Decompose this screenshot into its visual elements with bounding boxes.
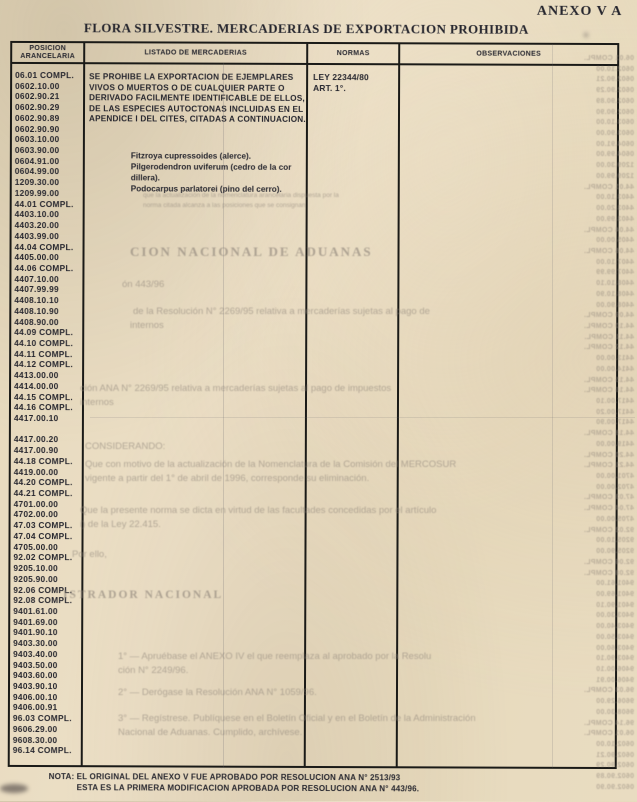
header-posicion-line2: ARANCELARIA	[20, 52, 76, 60]
note-line2: ESTA ES LA PRIMERA MODIFICACION APROBADA POR RESOLUCION ANA N° 443/96.	[76, 783, 420, 794]
species-line: Pilgerodendron uviferum (cedro de la cor	[130, 162, 292, 172]
header-observaciones-label: OBSERVACIONES	[476, 50, 542, 58]
ghost-vertical-rule	[223, 63, 224, 768]
paragraph-line: DE LAS ESPECIES AUTOCTONAS INCLUIDAS EN EL	[89, 103, 304, 114]
bleedthrough-code: 4405.00.00	[595, 237, 634, 245]
bleedthrough-code: 4407.99.99	[595, 269, 634, 277]
bleedthrough-code: 9403.30.00	[595, 612, 634, 620]
position-code: 9401.61.00	[13, 605, 58, 617]
paragraph-line: DERIVADO FACILMENTE IDENTIFICABLE DE ELLOS,	[89, 93, 305, 104]
position-code: 4403.99.00	[14, 230, 60, 241]
paragraph-line: APENDICE I DEL CITES, CITADAS A CONTINUACION.	[88, 114, 306, 125]
position-code: 9406.00.91	[12, 702, 58, 713]
position-code: 4417.00.10	[13, 412, 59, 424]
position-code: 4705.00.00	[13, 541, 59, 552]
bleedthrough-text: Por ello,	[72, 549, 107, 560]
position-code: 44.16 COMPL.	[13, 402, 73, 413]
bleedthrough-code: 44.18 COMPL.	[583, 430, 634, 438]
position-code: 44.04 COMPL.	[14, 241, 74, 252]
bleedthrough-code: 4408.90.00	[595, 301, 634, 309]
position-code: 4413.00.00	[14, 370, 59, 381]
bleedthrough-text: ón 443/96	[122, 279, 165, 290]
bleedthrough-code: 47.03 COMPL.	[583, 494, 634, 502]
bleedthrough-text: Nacional de Aduanas. Cumplido, archívese.	[118, 727, 303, 738]
bleedthrough-code: 44.06 COMPL.	[583, 247, 634, 255]
position-code: 96.14 COMPL.	[12, 745, 72, 756]
bleedthrough-code: 0602.90.29	[595, 87, 634, 95]
position-code: 92.02 COMPL.	[13, 552, 73, 563]
note-label: NOTA:	[48, 772, 75, 782]
page-title: FLORA SILVESTRE. MERCADERIAS DE EXPORTACION PROHIBIDA	[83, 20, 529, 37]
position-code: 9401.90.10	[13, 627, 58, 638]
bleedthrough-code: 9403.40.00	[595, 623, 634, 631]
bleedthrough-code: 44.09 COMPL.	[583, 312, 634, 320]
annex-label: ANEXO V A	[536, 3, 623, 20]
position-code: 4408.90.00	[14, 316, 59, 327]
position-code: 1209.99.00	[14, 187, 60, 199]
bleedthrough-code: 9403.60.00	[595, 644, 634, 652]
bleedthrough-code: 9403.90.10	[595, 655, 634, 663]
bleedthrough-text: Que con motivo de la actualización de la Nomenclatura de la Comisión del MERCOSUR	[85, 459, 457, 470]
bleedthrough-code: 4403.10.00	[595, 194, 634, 202]
position-code: 4407.10.00	[14, 273, 59, 284]
bleedthrough-code: 4403.99.00	[595, 215, 634, 223]
position-code: 4417.00.20	[13, 434, 59, 445]
position-code: 4405.00.00	[14, 252, 60, 263]
bleedthrough-code: 9406.00.91	[595, 676, 634, 684]
position-code: 47.03 COMPL.	[13, 520, 73, 531]
scan-smudge	[584, 33, 588, 37]
position-code: 44.20 COMPL.	[13, 477, 73, 488]
bleedthrough-text: de la Resolución N° 2269/95 relativa a mercaderías sujetas al pago de	[133, 306, 430, 317]
position-code: 4408.10.90	[14, 305, 59, 316]
bleedthrough-code: 96.03 COMPL.	[583, 687, 634, 695]
position-code: 9608.30.00	[12, 734, 58, 745]
bleedthrough-code: 0602.90.21	[595, 76, 634, 84]
bleedthrough-code: 44.10 COMPL.	[583, 322, 634, 330]
position-code: 4408.10.10	[14, 295, 59, 306]
position-code: 0603.10.00	[14, 134, 60, 145]
bleedthrough-code: 4408.10.10	[595, 280, 634, 288]
bleedthrough-code: 4414.00.00	[595, 365, 634, 373]
bleedthrough-code: 96.14 COMPL.	[583, 719, 634, 727]
position-code: 44.18 COMPL.	[13, 455, 73, 467]
bleedthrough-code: 92.02 COMPL.	[583, 526, 634, 534]
position-code: 06.01 COMPL.	[15, 69, 75, 81]
position-code: 4419.00.00	[13, 466, 59, 477]
bleedthrough-code: 4403.20.00	[595, 205, 634, 213]
bleedthrough-text: vigente a partir del 1° de abril de 1996, corresponde su eliminación.	[85, 473, 370, 484]
bleedthrough-text: norma citada alcanza a las posiciones que se consignan	[143, 202, 306, 209]
position-code: 9205.10.00	[13, 562, 58, 574]
position-code: 44.09 COMPL.	[14, 327, 74, 338]
bleedthrough-text: ción ANA N° 2269/95 relativa a mercaderías sujetas al pago de impuestos	[80, 383, 392, 394]
bleedthrough-code: 44.15 COMPL.	[583, 376, 634, 384]
position-code: 92.08 COMPL.	[13, 595, 73, 606]
position-code: 9403.40.00	[13, 648, 58, 659]
bleedthrough-code: 1209.30.00	[595, 162, 634, 170]
bleedthrough-code: 4407.10.00	[595, 258, 634, 266]
position-code: 9406.00.10	[12, 691, 58, 702]
ghost-horizontal-rule	[90, 417, 635, 418]
position-code: 9403.60.00	[13, 670, 58, 681]
position-code: 0604.91.00	[14, 155, 60, 166]
bleedthrough-code: 4408.10.90	[595, 290, 634, 298]
position-code: 44.10 COMPL.	[14, 337, 74, 349]
bleedthrough-code: 9606.29.00	[595, 698, 634, 706]
header-listado-label: LISTADO DE MERCADERIAS	[144, 48, 247, 57]
bleedthrough-text: que la actualización de la nomenclatura arancelaria dispuesta por la	[143, 192, 339, 199]
position-code: 47.04 COMPL.	[13, 530, 73, 542]
position-code: 92.06 COMPL.	[13, 584, 73, 595]
paragraph-line: VIVOS O MUERTOS O DE CUALQUIER PARTE O	[89, 82, 285, 93]
bleedthrough-text: 1° — Apruébase el ANEXO IV el que reemplaza al aprobado por la Resolu	[118, 651, 432, 662]
position-code: 4403.10.00	[14, 209, 60, 220]
bleedthrough-code: 1209.99.00	[595, 172, 634, 180]
bleedthrough-code: 0603.90.00	[595, 130, 634, 138]
bleedthrough-code: 0602.90.21	[595, 751, 634, 759]
position-code: 44.11 COMPL.	[14, 348, 73, 359]
bleedthrough-code: 44.20 COMPL.	[583, 451, 634, 459]
bleedthrough-text: ción N° 2249/96.	[118, 665, 189, 676]
position-code: 1209.30.00	[14, 177, 60, 188]
bleedthrough-code: 9401.69.00	[595, 590, 634, 598]
bleedthrough-code: 4417.00.90	[595, 419, 634, 427]
bleedthrough-text: 2° — Derógase la Resolución ANA N° 1059/96.	[118, 687, 317, 698]
position-code: 4702.00.00	[13, 509, 59, 520]
bleedthrough-text: internos	[130, 320, 164, 331]
bleedthrough-code: 0602.90.90	[595, 783, 634, 791]
bleedthrough-code: 44.01 COMPL.	[583, 183, 634, 191]
position-code: 44.15 COMPL.	[13, 391, 73, 402]
bleedthrough-code: 0602.10.00	[595, 65, 634, 73]
bleedthrough-code: 0603.10.00	[595, 119, 634, 127]
position-code: 4417.00.90	[13, 445, 59, 456]
bleedthrough-code: 47.04 COMPL.	[583, 505, 634, 513]
position-code: 96.03 COMPL.	[12, 713, 72, 724]
bleedthrough-code: 44.04 COMPL.	[583, 226, 634, 234]
bleedthrough-code: 4701.00.00	[595, 473, 634, 481]
bleedthrough-code: 44.12 COMPL.	[583, 344, 634, 352]
bleedthrough-code: 9406.00.10	[595, 665, 634, 673]
bleedthrough-text: ISTRADOR NACIONAL	[63, 589, 224, 601]
header-posicion-line1: POSICION	[29, 44, 67, 52]
norma-line: ART. 1°.	[313, 82, 346, 94]
bleedthrough-code: 4705.00.00	[595, 515, 634, 523]
bleedthrough-code: 0602.90.89	[595, 773, 634, 781]
species-line: Podocarpus parlatorei (pino del cerro).	[130, 184, 282, 194]
bleedthrough-text: CION NACIONAL DE ADUANAS	[130, 244, 373, 259]
bleedthrough-code: 9401.90.10	[595, 601, 634, 609]
position-code: 9403.30.00	[13, 638, 58, 649]
bleedthrough-code: 4417.00.20	[595, 408, 634, 416]
bleedthrough-text: Que la presente norma se dicta en virtud de las facultades concedidas por el artículo	[80, 505, 437, 516]
bleedthrough-code: 9608.30.00	[595, 708, 634, 716]
position-code: 44.06 COMPL.	[14, 262, 74, 274]
position-code: 44.21 COMPL.	[13, 487, 73, 499]
position-code: 0602.10.00	[15, 80, 60, 91]
bleedthrough-code: 9403.50.00	[595, 633, 634, 641]
bleedthrough-code: 0602.10.00	[595, 741, 634, 748]
bleedthrough-code: 06.01 COMPL.	[583, 730, 634, 738]
header-normas-label: NORMAS	[336, 49, 370, 57]
bleedthrough-code: 9401.61.00	[595, 580, 634, 588]
position-code: 0602.90.89	[14, 112, 60, 123]
paragraph-line: SE PROHIBE LA EXPORTACION DE EJEMPLARES	[89, 72, 294, 82]
position-code: 0602.90.29	[15, 102, 60, 113]
ghost-vertical-rule	[552, 44, 553, 768]
position-code: 0602.90.21	[15, 91, 60, 102]
bleedthrough-code: 4702.00.00	[595, 483, 634, 491]
position-code: 4403.20.00	[14, 220, 60, 231]
position-code: 9403.90.10	[12, 680, 58, 692]
position-code: 9205.90.00	[13, 573, 58, 584]
bleedthrough-code: 0602.90.29	[595, 762, 634, 770]
bleedthrough-text: i) de la Ley 22.415.	[80, 519, 161, 530]
bleedthrough-code: 0604.99.00	[595, 151, 634, 159]
position-code: 4407.99.99	[14, 284, 59, 295]
note-line1: EL ORIGINAL DEL ANEXO V FUE APROBADO POR RESOLUCION ANA N° 2513/93	[76, 772, 401, 783]
scan-smudge	[0, 784, 28, 793]
norma-line: LEY 22344/80	[313, 71, 369, 83]
bleedthrough-code: 0604.91.00	[595, 140, 634, 148]
bleedthrough-code: 9205.90.00	[595, 548, 634, 556]
position-code: 0603.90.00	[14, 144, 60, 156]
position-code: 0602.90.90	[14, 123, 60, 134]
position-code: 4701.00.00	[13, 498, 59, 509]
position-code: 9606.29.00	[12, 723, 58, 734]
bleedthrough-code: 0602.90.89	[595, 97, 634, 105]
bleedthrough-code: 4417.00.10	[595, 398, 634, 405]
bleedthrough-code: 4419.00.00	[595, 440, 634, 448]
bleedthrough-code: 4413.00.00	[595, 355, 634, 363]
bleedthrough-text: 3° — Regístrese. Publíquese en el Boletín Oficial y en el Boletín de la Administración	[118, 713, 476, 724]
species-line: dillera).	[130, 173, 160, 183]
position-code: 9401.69.00	[13, 616, 58, 627]
bleedthrough-code: 44.11 COMPL.	[584, 333, 634, 341]
bleedthrough-code: 0602.90.90	[595, 108, 634, 116]
bleedthrough-code: 44.21 COMPL.	[583, 462, 634, 470]
bleedthrough-code: 06.01 COMPL.	[583, 55, 634, 62]
bleedthrough-text: CONSIDERANDO:	[85, 441, 166, 452]
position-code: 4414.00.00	[14, 380, 59, 391]
position-code: 44.12 COMPL.	[14, 359, 74, 370]
species-line: Fitzroya cupressoides (alerce).	[130, 151, 252, 161]
bleedthrough-code: 44.16 COMPL.	[583, 387, 634, 395]
bleedthrough-text: internos	[80, 397, 114, 408]
position-code: 44.01 COMPL.	[14, 198, 74, 209]
position-code: 9403.50.00	[13, 659, 58, 670]
bleedthrough-code: 9205.10.00	[595, 537, 634, 545]
bleedthrough-code: 92.06 COMPL.	[583, 558, 634, 566]
position-code: 0604.99.00	[14, 166, 60, 177]
bleedthrough-code: 92.08 COMPL.	[583, 569, 634, 577]
